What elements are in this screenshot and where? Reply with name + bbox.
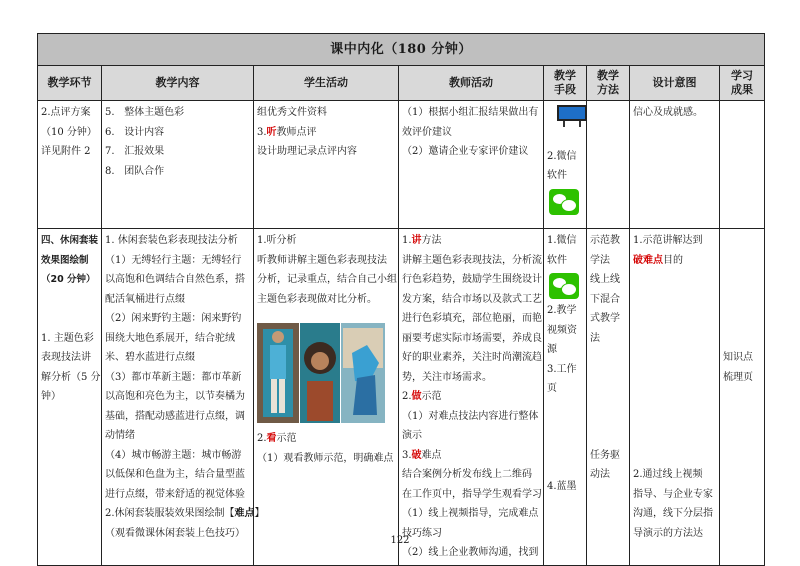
header-method-text: 教学 方法 xyxy=(597,69,619,96)
content-line: 动情绪 xyxy=(105,430,135,441)
method-line: 任务驱 xyxy=(590,449,620,461)
row1-design: 信心及成就感。 xyxy=(630,101,720,229)
teacher-line: 结合案例分析发布线上二维码 xyxy=(402,469,532,480)
stage-sub-line: 钟） xyxy=(41,391,61,402)
header-student-activity: 学生活动 xyxy=(254,66,399,101)
keyword-red: 破 xyxy=(411,449,422,461)
header-teaching-method xyxy=(587,66,630,101)
means-line: 2.教学 xyxy=(547,305,577,316)
content-line: 米、碧水蓝进行点缀 xyxy=(105,352,195,363)
stage-sub-line: 1. 主题色彩 xyxy=(41,332,94,344)
teacher-line: 在工作页中，指导学生观看学习 xyxy=(402,488,542,500)
row1-outcome xyxy=(720,101,765,229)
method-line: 线上线 xyxy=(590,274,620,285)
teacher-line: 好的职业素养，关注时尚潮流趋 xyxy=(402,352,542,363)
means-line: 页 xyxy=(547,383,557,394)
teacher-line: 进行色彩填充，部位艳丽，而艳 xyxy=(402,313,542,324)
student-line: 组优秀文件资料 xyxy=(257,107,327,118)
means-line: 4.蓝墨 xyxy=(547,480,577,492)
keyword-red: 讲 xyxy=(411,235,422,246)
means-line: 3.工作 xyxy=(547,363,577,375)
outcome-line: 知识点 xyxy=(723,352,753,363)
teacher-line: 技巧练习 xyxy=(402,527,442,539)
list-item xyxy=(105,103,250,123)
content-line: 配活氧桶进行点缀 xyxy=(105,293,185,305)
teacher-line xyxy=(402,387,540,407)
content-line: （观看微课休闲套装上色技巧） xyxy=(105,527,245,539)
row2-stage xyxy=(38,229,102,566)
keyword-red: 听 xyxy=(266,126,277,138)
item-text: 团队合作 xyxy=(124,165,165,177)
student-line: （1）观看教师示范，明确难点 xyxy=(257,452,394,464)
teacher-line: 演示 xyxy=(402,430,422,441)
content-line: （3）都市革新主题：都市革新 xyxy=(105,371,242,383)
content-line xyxy=(105,504,265,524)
lesson-plan-table xyxy=(37,33,765,566)
means-line: 2.微信 xyxy=(547,150,577,162)
step-prefix: 3. xyxy=(402,449,412,461)
design-line: 2.通过线上视频 xyxy=(633,469,703,480)
student-line xyxy=(257,123,395,143)
stage-title-line: 效果图绘制 xyxy=(41,254,89,266)
student-line: 主题色彩表现做对比分析。 xyxy=(257,293,377,305)
stage-title-line: （20 分钟） xyxy=(41,274,96,285)
method-line: 式教学 xyxy=(590,313,620,324)
row1-method xyxy=(587,101,630,229)
teacher-line: （2）邀请企业专家评价建议 xyxy=(402,146,529,157)
student-line: 听教师讲解主题色彩表现技法 xyxy=(257,254,387,266)
stage-sub-line: 解分析（5 分 xyxy=(41,371,101,383)
design-line: 导演示的方法达 xyxy=(633,527,703,539)
keyword-red: 看 xyxy=(266,433,277,444)
method-line: 示范教 xyxy=(590,235,620,246)
row2-outcome xyxy=(720,229,765,566)
means-line: 软件 xyxy=(547,170,567,181)
header-learning-outcome xyxy=(720,66,765,101)
means-line: 视频资 xyxy=(547,324,577,336)
content-line: 以低保和色盘为主，结合量型蓝 xyxy=(105,469,245,480)
step-prefix: 1. xyxy=(402,235,412,246)
content-line: 围绕大地色系展开，结合驼绒 xyxy=(105,332,235,344)
step-text: 示范 xyxy=(276,433,297,444)
content-line: （1）无缚轻行主题：无缚轻行 xyxy=(105,254,242,266)
student-line: 设计助理记录点评内容 xyxy=(257,146,357,157)
student-line: 分析，记录重点，结合自己小组 xyxy=(257,274,397,285)
student-line: 1.听分析 xyxy=(257,235,297,246)
teacher-line: （1）线上视频指导，完成难点 xyxy=(402,508,539,519)
row1-stage-line: 2.点评方案 xyxy=(41,107,91,118)
step-prefix: 2. xyxy=(402,391,412,402)
design-line: 指导、与企业专家 xyxy=(633,488,713,500)
keyword-red: 做 xyxy=(411,391,422,402)
fashion-photo-image xyxy=(257,323,385,423)
header-content: 教学内容 xyxy=(102,66,254,101)
design-line xyxy=(633,251,716,271)
point2-keyword: 难点 xyxy=(234,508,255,519)
teacher-line: （2）线上企业教师沟通，找到 xyxy=(402,547,539,558)
row2-means xyxy=(544,229,587,566)
method-line: 学法 xyxy=(590,254,610,266)
smartboard-icon xyxy=(557,105,587,127)
wechat-icon xyxy=(549,189,579,215)
point2-prefix: 2.休闲套装服装效果图绘制【 xyxy=(105,508,235,519)
design-text: 目的 xyxy=(663,254,683,266)
fashion-photo-collage xyxy=(257,323,385,423)
means-line: 软件 xyxy=(547,254,567,266)
teacher-line: 发方案，结合市场以及款式工艺 xyxy=(402,293,542,305)
row1-stage xyxy=(38,101,102,229)
stage-sub-line: 表现技法讲 xyxy=(41,352,91,363)
method-line: 下混合 xyxy=(590,293,620,305)
item-number: 5. xyxy=(105,107,115,118)
row2-method xyxy=(587,229,630,566)
teacher-line xyxy=(402,231,540,251)
item-number: 8. xyxy=(105,165,115,177)
row2-design xyxy=(630,229,720,566)
means-line: 源 xyxy=(547,344,557,355)
header-stage: 教学环节 xyxy=(38,66,102,101)
step-text: 示范 xyxy=(421,391,442,402)
list-item xyxy=(105,142,250,162)
step-text: 方法 xyxy=(421,235,442,246)
item-text: 设计内容 xyxy=(124,126,165,138)
teacher-line: 效评价建议 xyxy=(402,126,452,138)
outcome-line: 梳理页 xyxy=(723,371,753,383)
header-design-intent: 设计意图 xyxy=(630,66,720,101)
stage-title-line: 四、休闲套装 xyxy=(41,235,99,246)
row2-content xyxy=(102,229,265,566)
wechat-icon xyxy=(549,273,579,299)
teacher-line: 势，关注市场需求。 xyxy=(402,371,492,383)
table-row xyxy=(38,229,765,566)
teacher-line xyxy=(402,446,540,466)
teacher-line: （1）根据小组汇报结果做出有 xyxy=(402,107,539,118)
method-line: 动法 xyxy=(590,469,610,480)
list-item xyxy=(105,123,250,143)
content-line: 进行点缀，带来舒适的视觉体验 xyxy=(105,488,245,500)
point2-suffix: 】 xyxy=(254,508,265,519)
method-line: 法 xyxy=(590,332,600,344)
student-line xyxy=(257,429,395,449)
step-prefix: 2. xyxy=(257,433,267,444)
content-line: 基础，搭配动感蓝进行点缀，调 xyxy=(105,410,245,422)
header-outcome-text: 学习 成果 xyxy=(731,69,754,96)
step-text: 难点 xyxy=(421,449,442,461)
teacher-line: （1）对难点技法内容进行整体 xyxy=(402,410,539,422)
header-row xyxy=(38,66,765,101)
step-prefix: 3. xyxy=(257,126,267,138)
row1-content xyxy=(102,101,254,229)
row2-teacher xyxy=(399,229,544,566)
row1-stage-line: （10 分钟） xyxy=(41,126,97,138)
row1-means xyxy=(544,101,587,229)
table-title: 课中内化（180 分钟） xyxy=(38,34,765,66)
row1-student xyxy=(254,101,399,229)
item-number: 6. xyxy=(105,126,115,138)
row2-student xyxy=(254,229,399,566)
design-line: 沟通，线下分层指 xyxy=(633,508,713,519)
table-row xyxy=(38,101,765,229)
content-line: 1. 休闲套装色彩表现技法分析 xyxy=(105,235,238,246)
teacher-line: 行色彩趋势，鼓励学生围绕设计 xyxy=(402,274,542,285)
teacher-line: 丽要考虑实际市场需要，养成良 xyxy=(402,332,542,344)
content-line: （2）闲来野钓主题：闲来野钓 xyxy=(105,313,242,324)
content-line: 以高饱和亮色为主，以节奏橘为 xyxy=(105,391,245,402)
row1-stage-line: 详见附件 2 xyxy=(41,146,91,157)
item-text: 汇报效果 xyxy=(124,146,165,157)
list-item xyxy=(105,162,250,182)
keyword-red: 破难点 xyxy=(633,254,663,266)
page-number: 122 xyxy=(390,535,410,546)
content-line: 以高饱和色调结合自然色系，搭 xyxy=(105,274,245,285)
step-text: 教师点评 xyxy=(276,126,317,138)
header-teacher-activity: 教师活动 xyxy=(399,66,544,101)
header-means-text: 教学 手段 xyxy=(554,69,576,96)
row1-teacher xyxy=(399,101,544,229)
item-number: 7. xyxy=(105,146,115,157)
design-line: 1.示范讲解达到 xyxy=(633,235,703,246)
teacher-line: 讲解主题色彩表现技法，分析流 xyxy=(402,254,542,266)
item-text: 整体主题色彩 xyxy=(124,107,185,118)
header-teaching-means xyxy=(544,66,587,101)
means-line: 1.微信 xyxy=(547,235,577,246)
content-line: （4）城市畅游主题：城市畅游 xyxy=(105,449,242,461)
